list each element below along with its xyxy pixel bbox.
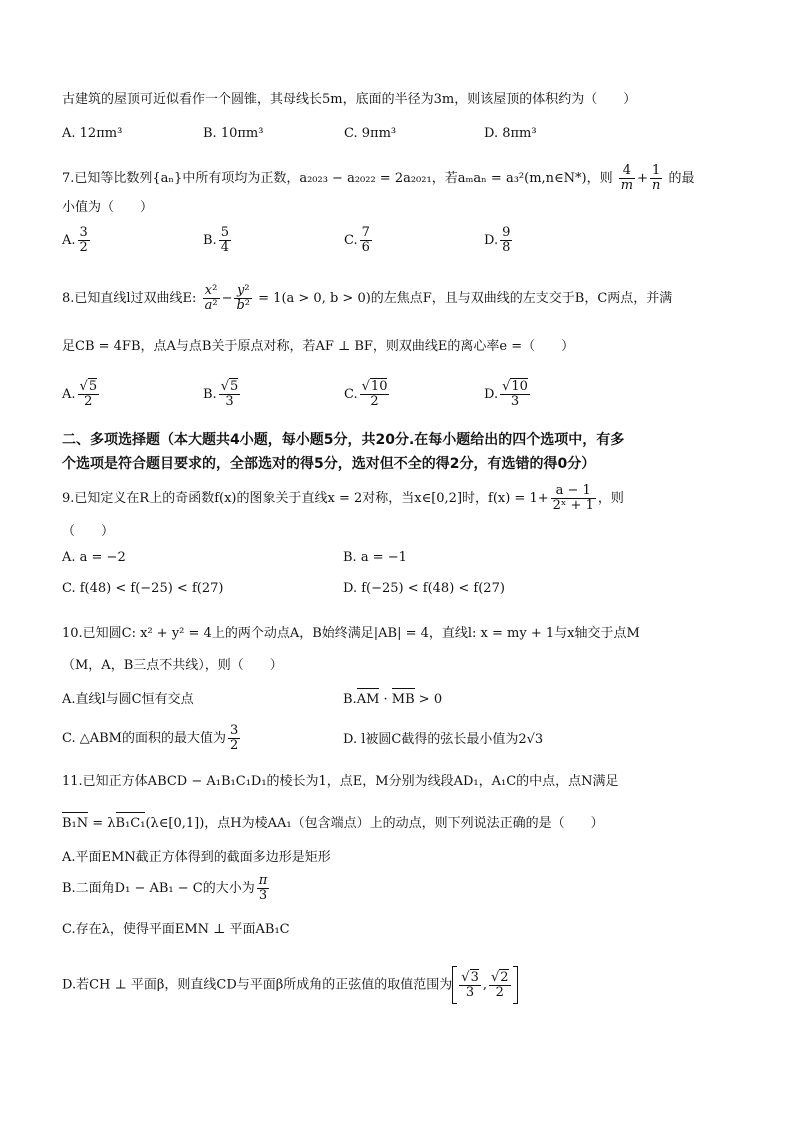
q7-option-a: A. $\frac{3}{2}$: [62, 225, 88, 255]
q8-option-c: C. $\frac{√10}{2}$: [344, 379, 388, 409]
q10-stem-b: （M，A，B三点不共线），则（ ）: [62, 658, 283, 673]
q11-option-a: A.平面EMN截正方体得到的截面多边形是矩形: [62, 850, 331, 865]
left-bracket: [452, 966, 457, 1004]
q10-option-d: D. l被圆C截得的弦长最小值为2√3: [343, 732, 544, 747]
q8-stem-c: 足CB = 4FB，点A与点B关于原点对称，若AF ⊥ BF，则双曲线E的离心率e =（ ）: [62, 339, 575, 354]
q9-fraction: $\frac{a - 1}{\text{2ˣ + 1}}$: [552, 483, 594, 513]
q9-stem-a: 9.已知定义在R上的奇函数f(x)的图象关于直线x = 2对称，当x∈[0,2]时，f(x) = 1+: [62, 491, 549, 506]
q6-option-c: C. 9πm³: [344, 126, 397, 141]
q7-option-b: B. $\frac{5}{4}$: [203, 225, 229, 255]
q9-option-c: C. f(48) < f(−25) < f(27): [62, 581, 224, 596]
q8-stem-b: = 1(a > 0, b > 0)的左焦点F，且与双曲线的左支交于B，C两点，并满: [258, 291, 673, 306]
q9-option-b: B. a = −1: [343, 550, 407, 565]
q7-stem-line1: 7.已知等比数列{aₙ}中所有项均为正数，a₂₀₂₃ − a₂₀₂₂ = 2a₂₀₂₁，若aₘaₙ = a₃²(m,n∈N*)，则 $\frac{4}{m}$ + $\frac{1}{n}$ 的最: [62, 163, 695, 193]
q7-fraction-1-over-n: $\frac{1}{n}$: [651, 163, 661, 193]
q10-option-c: C. △ABM的面积的最大值为 $\frac{3}{2}$: [62, 723, 239, 753]
q7-stem-a: 7.已知等比数列{aₙ}中所有项均为正数，a₂₀₂₃ − a₂₀₂₂ = 2a₂₀₂₁，若aₘaₙ = a₃²(m,n∈N*)，则: [62, 171, 613, 186]
q8-option-b: B. $\frac{√5}{3}$: [203, 379, 239, 409]
q6-option-a: A. 12πm³: [62, 126, 123, 141]
q7-option-c: C. $\frac{7}{6}$: [344, 225, 370, 255]
q7-option-d: D. $\frac{9}{8}$: [484, 225, 511, 255]
q8-fraction-y2-b2: $\frac{\text{y²}}{\text{b²}}$: [236, 283, 251, 313]
q6-option-b: B. 10πm³: [203, 126, 264, 141]
q9-stem-line1: [62, 484, 624, 513]
q9-stem-c: （ ）: [62, 524, 115, 539]
q7-stem-c: 小值为（ ）: [62, 200, 154, 215]
q9-option-a: A. a = −2: [62, 550, 126, 565]
q7-fraction-4-over-m: $\frac{4}{m}$: [620, 163, 634, 193]
q10-option-b: B.AM · MB > 0: [343, 690, 442, 710]
section2-title-line1: 二、多项选择题（本大题共4小题，每小题5分，共20分.在每小题给出的四个选项中，有多: [62, 432, 625, 448]
q6-option-d: D. 8πm³: [484, 126, 537, 141]
q11-stem-b: B₁N = λB₁C₁(λ∈[0,1])，点H为棱AA₁（包含端点）上的动点，则下列说法正确的是（ ）: [62, 814, 604, 834]
q9-option-d: D. f(−25) < f(48) < f(27): [343, 581, 505, 596]
q11-option-d: D.若CH ⊥ 平面β，则直线CD与平面β所成角的正弦值的取值范围为 $\frac{√3}{3}$ , $\frac{√2}{2}$: [62, 966, 518, 1004]
q8-stem-line1: 8.已知直线l过双曲线E: $\frac{\text{x²}}{\text{a²}}$ − $\frac{\text{y²}}{\text{b²}}$ = 1(a > 0, b > 0)的左焦点F，且与双曲线的左支交于B，C两点，并满: [62, 283, 673, 313]
section2-title-line2: 个选项是符合题目要求的，全部选对的得5分，选对但不全的得2分，有选错的得0分）: [62, 456, 596, 472]
q8-option-a: A. $\frac{√5}{2}$: [62, 379, 98, 409]
q10-stem-a: 10.已知圆C: x² + y² = 4上的两个动点A，B始终满足|AB| = 4，直线l: x = my + 1与x轴交于点M: [62, 626, 640, 641]
q8-option-d: D. $\frac{√10}{3}$: [484, 379, 528, 409]
q11-option-c: C.存在λ，使得平面EMN ⊥ 平面AB₁C: [62, 922, 290, 937]
q9-stem-b: ，则: [597, 491, 624, 506]
right-bracket: [513, 966, 518, 1004]
q7-stem-b: 的最: [668, 171, 695, 186]
q11-stem-a: 11.已知正方体ABCD − A₁B₁C₁D₁的棱长为1，点E，M分别为线段AD₁，A₁C的中点，点N满足: [62, 774, 619, 789]
q6-stem: 古建筑的屋顶可近似看作一个圆锥，其母线长5m，底面的半径为3m，则该屋顶的体积约为（ ）: [62, 92, 637, 107]
q8-stem-a: 8.已知直线l过双曲线E:: [62, 291, 197, 306]
q10-option-a: A.直线l与圆C恒有交点: [62, 692, 194, 707]
q11-option-b: B.二面角D₁ − AB₁ − C的大小为 $\frac{\pi}{3}$: [62, 873, 268, 903]
q8-fraction-x2-a2: $\frac{\text{x²}}{\text{a²}}$: [204, 283, 218, 313]
